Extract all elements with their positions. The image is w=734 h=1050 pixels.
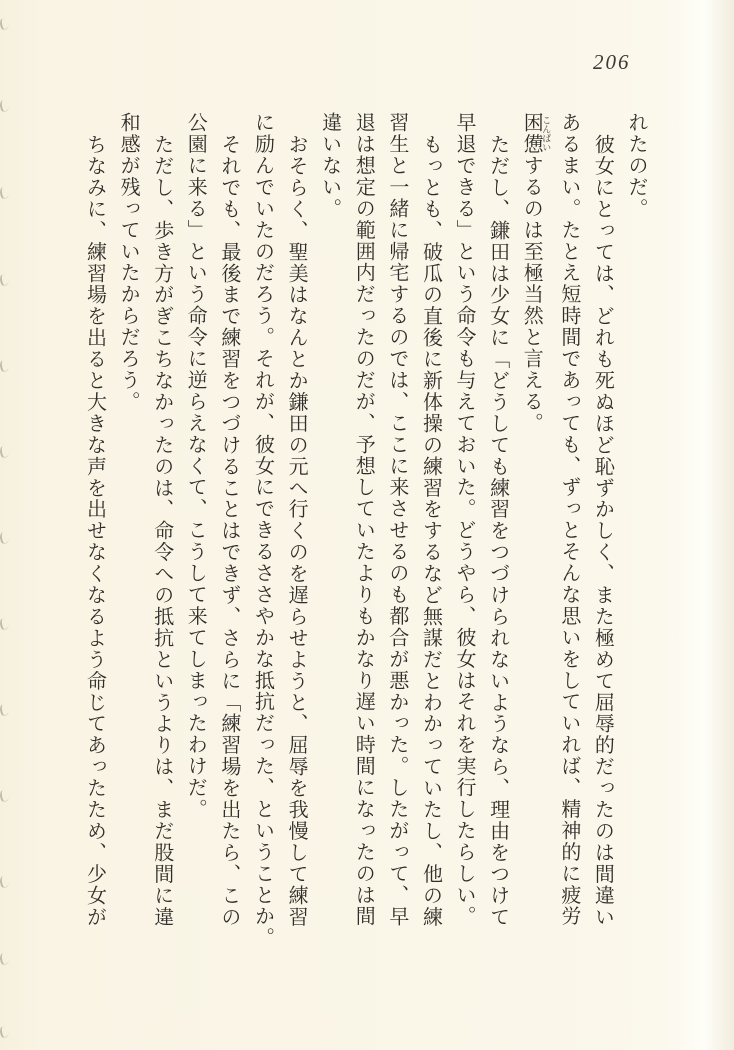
scan-artifacts xyxy=(0,0,14,1050)
text-line: 早退できる」という命令も与えておいた。どうやら、彼女はそれを実行したらしい。 xyxy=(453,112,476,928)
page-number: 206 xyxy=(593,50,631,74)
page-edge-mark xyxy=(0,952,9,966)
text-line: ただし、鎌田は少女に「どうしても練習をつづけられないようなら、理由をつけて xyxy=(486,133,509,928)
text-line: 和感が残っていたからだろう。 xyxy=(117,112,140,413)
page-edge-mark xyxy=(0,17,9,31)
text-line: ちなみに、練習場を出ると大きな声を出せなくなるよう命じてあったため、少女が xyxy=(83,133,106,928)
text-line: もっとも、破瓜の直後に新体操の練習をするなど無謀だとわかっていたし、他の練 xyxy=(419,133,442,928)
furigana-ruby: 困憊 こんぱい xyxy=(520,112,552,155)
text-line: おそらく、聖美はなんとか鎌田の元へ行くのを遅らせようと、屈辱を我慢して練習 xyxy=(285,133,308,928)
page-edge-mark xyxy=(0,186,9,200)
text-line: 彼女にとっては、どれも死ぬほど恥ずかしく、また極めて屈辱的だったのは間違い xyxy=(591,133,614,928)
page-edge-mark xyxy=(0,99,9,113)
page-edge-mark xyxy=(0,273,9,287)
text-line: 違いない。 xyxy=(318,112,341,220)
text-line: 退は想定の範囲内だったのだが、予想していたよりもかなり遅い時間になったのは間 xyxy=(352,112,375,928)
text-line: あるまい。たとえ短時間であっても、ずっとそんな思いをしていれば、精神的に疲労 xyxy=(557,112,580,928)
page-edge-mark xyxy=(0,617,9,631)
text-line: 公園に来る」という命令に逆らえなくて、こうして来てしまったわけだ。 xyxy=(184,112,207,820)
page-edge-mark xyxy=(0,703,9,717)
body-text xyxy=(77,112,652,950)
page-edge-mark xyxy=(0,789,9,803)
text-line: それでも、最後まで練習をつづけることはできず、さらに「練習場を出たら、この xyxy=(217,133,240,928)
text-line: 習生と一緒に帰宅するのでは、ここに来させるのも都合が悪かった。したがって、早 xyxy=(385,112,408,928)
text-line: れたのだ。 xyxy=(625,112,647,220)
text-line: に励んでいたのだろう。それが、彼女にできるささやかな抵抗だった、ということか。 xyxy=(251,112,274,949)
text-line: 困憊 こんぱいするのは至極当然と言える。 xyxy=(520,112,552,434)
page-edge-mark xyxy=(0,1025,9,1039)
page-edge-mark xyxy=(0,359,9,373)
page-edge-mark xyxy=(0,531,9,545)
text-line: ただし、歩き方がぎこちなかったのは、命令への抵抗というよりは、まだ股間に違 xyxy=(150,133,173,928)
page-edge-mark xyxy=(0,445,9,459)
page-edge-mark xyxy=(0,875,9,889)
